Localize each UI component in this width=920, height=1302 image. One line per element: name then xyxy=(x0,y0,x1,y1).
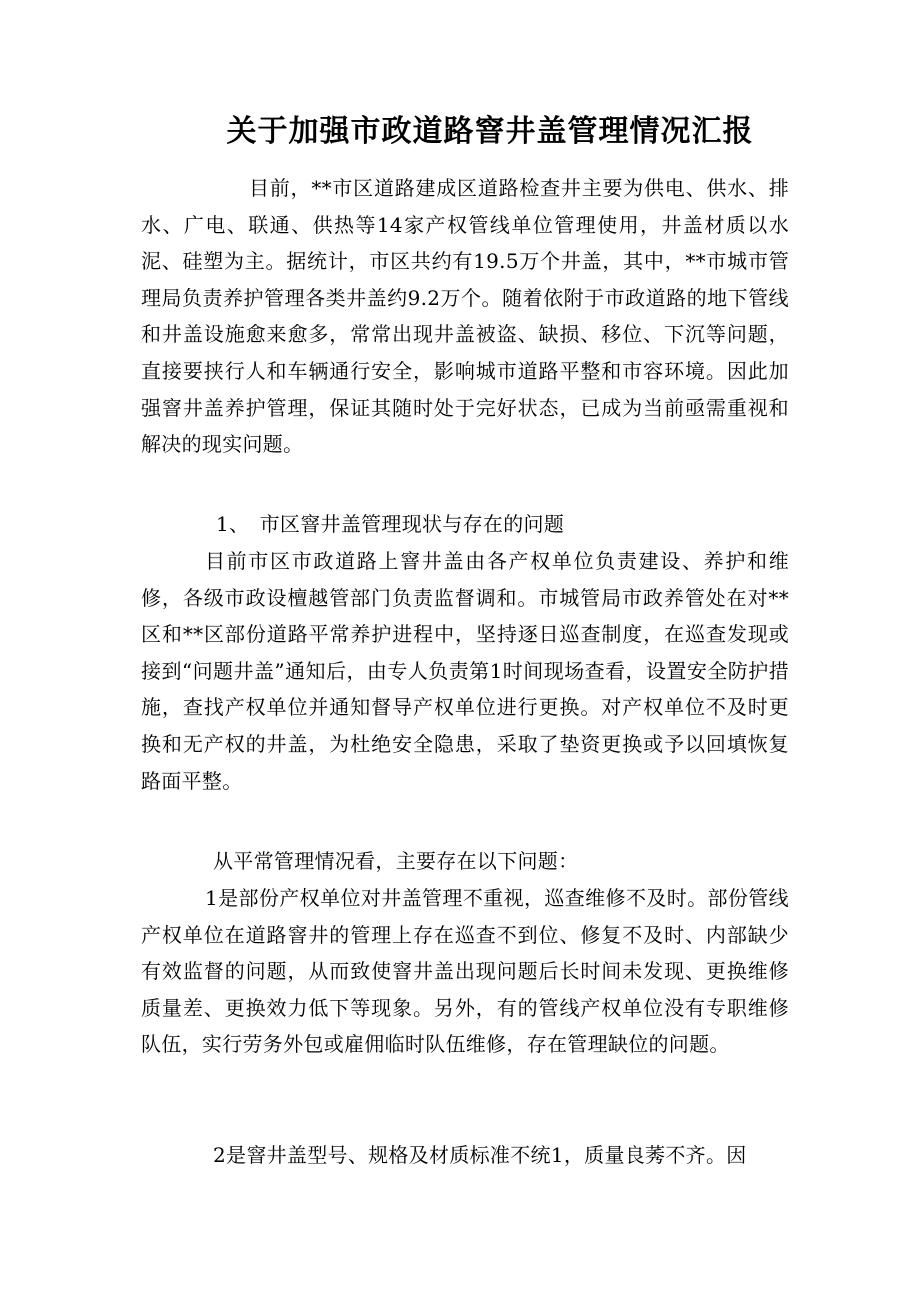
section-heading-1: 1、 市区窨井盖管理现状与存在的问题 xyxy=(216,512,565,536)
status-paragraph: 目前市区市政道路上窨井盖由各产权单位负责建设、养护和维修，各级市政设檀越管部门负责监督调和。市城管局市政养管处在对**区和**区部份道路平常养护进程中，坚持逐日巡查制度，在巡查发现或接到“问题井盖”通知后，由专人负责第1时间现场查看，设置安全防护措施，查找产权单位并通知督导产权单位进行更换。对产权单位不及时更换和无产权的井盖，为杜绝安全隐患，采取了垫资更换或予以回填恢复路面平整。 xyxy=(141,549,789,793)
issue-2-paragraph: 2是窨井盖型号、规格及材质标准不统1，质量良莠不齐。因 xyxy=(213,1143,747,1167)
intro-paragraph: 目前，**市区道路建成区道路检查井主要为供电、供水、排水、广电、联通、供热等14家产权管线单位管理使用，井盖材质以水泥、硅塑为主。据统计，市区共约有19.5万个井盖，其中，**市城市管理局负责养护管理各类井盖约9.2万个。随着依附于市政道路的地下管线和井盖设施愈来愈多，常常出现井盖被盗、缺损、移位、下沉等问题，直接要挟行人和车辆通行安全，影响城市道路平整和市容环境。因此加强窨井盖养护管理，保证其随时处于完好状态，已成为当前亟需重视和解决的现实问题。 xyxy=(141,176,789,457)
issue-1-paragraph: 1是部份产权单位对井盖管理不重视，巡查维修不及时。部份管线产权单位在道路窨井的管理上存在巡查不到位、修复不及时、内部缺少有效监督的问题，从而致使窨井盖出现问题后长时间未发现、更换维修质量差、更换效力低下等现象。另外，有的管线产权单位没有专职维修队伍，实行劳务外包或雇佣临时队伍维修，存在管理缺位的问题。 xyxy=(141,886,789,1057)
document-title: 关于加强市政道路窨井盖管理情况汇报 xyxy=(226,114,754,149)
issues-lead-paragraph: 从平常管理情况看，主要存在以下问题： xyxy=(213,849,579,873)
